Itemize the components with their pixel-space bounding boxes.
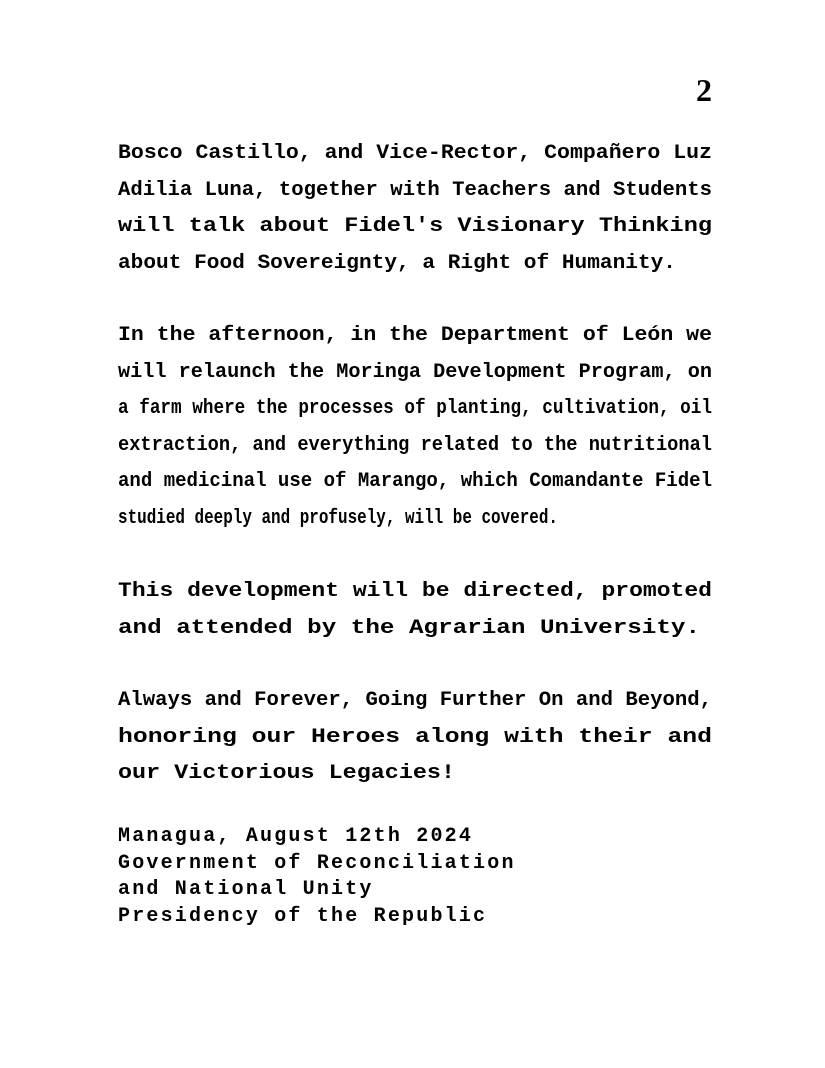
paragraph-1 bbox=[118, 136, 712, 282]
paragraph-line bbox=[118, 355, 712, 392]
line-text: studied deeply and profusely, will be covered. bbox=[118, 506, 558, 530]
paragraph-line bbox=[118, 756, 712, 793]
paragraph-2 bbox=[118, 318, 712, 537]
closing-line: Government of Reconciliation bbox=[118, 851, 516, 875]
line-text: our Victorious Legacies! bbox=[118, 762, 455, 785]
line-text: a farm where the processes of planting, cultivation, oil bbox=[118, 397, 712, 420]
paragraph-line bbox=[118, 173, 712, 210]
paragraph-line bbox=[118, 574, 712, 611]
line-text: and medicinal use of Marango, which Comandante Fidel bbox=[118, 470, 712, 493]
page-number: 2 bbox=[696, 72, 712, 108]
paragraph-3 bbox=[118, 574, 712, 647]
line-text: will talk about Fidel's Visionary Thinking bbox=[118, 215, 712, 238]
closing-line: Presidency of the Republic bbox=[118, 904, 488, 928]
line-text: honoring our Heroes along with their and bbox=[118, 725, 712, 749]
line-text: This development will be directed, promoted bbox=[118, 580, 712, 603]
paragraph-line bbox=[118, 720, 712, 757]
paragraph-line bbox=[118, 136, 712, 173]
line-text: extraction, and everything related to the nutritional bbox=[118, 433, 712, 457]
closing-block bbox=[118, 824, 712, 930]
paragraph-line bbox=[118, 391, 712, 428]
paragraph-line bbox=[118, 246, 712, 283]
line-text: Always and Forever, Going Further On and Beyond, bbox=[118, 689, 712, 712]
paragraph-line bbox=[118, 464, 712, 501]
paragraph-line bbox=[118, 428, 712, 465]
paragraph-line bbox=[118, 611, 712, 648]
paragraph-line bbox=[118, 209, 712, 246]
paragraph-line bbox=[118, 501, 712, 538]
line-text: about Food Sovereignty, a Right of Humanity. bbox=[118, 251, 676, 275]
paragraph-line bbox=[118, 318, 712, 355]
closing-line: and National Unity bbox=[118, 878, 374, 901]
paragraph-4 bbox=[118, 683, 712, 793]
line-text: will relaunch the Moringa Development Program, on bbox=[118, 360, 712, 384]
line-text: In the afternoon, in the Department of León we bbox=[118, 324, 712, 347]
closing-line: Managua, August 12th 2024 bbox=[118, 825, 474, 848]
paragraph-line bbox=[118, 683, 712, 720]
line-text: and attended by the Agrarian University. bbox=[118, 616, 700, 640]
line-text: Adilia Luna, together with Teachers and Students bbox=[118, 178, 712, 202]
line-text: Bosco Castillo, and Vice-Rector, Compañero Luz bbox=[118, 142, 712, 165]
